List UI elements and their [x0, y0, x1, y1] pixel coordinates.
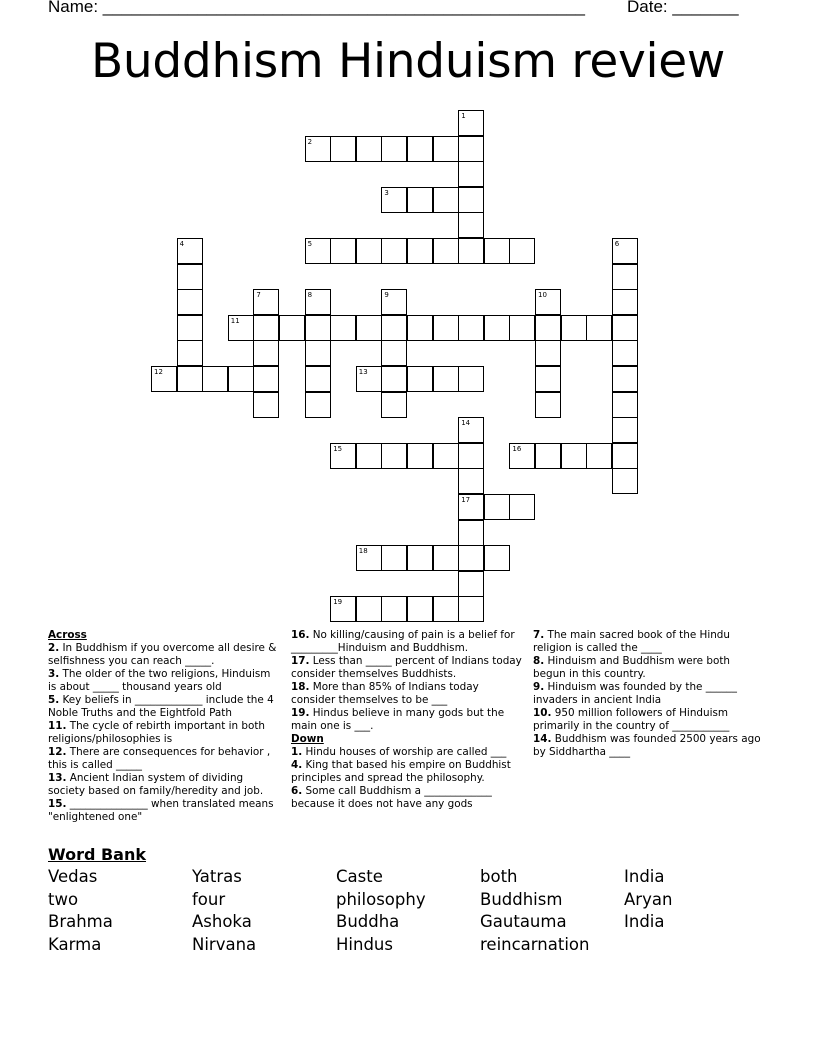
grid-cell[interactable]: [177, 315, 203, 341]
clue-number: 10.: [533, 707, 552, 719]
grid-cell[interactable]: [177, 340, 203, 366]
clue-number: 1: [461, 112, 466, 120]
grid-cell[interactable]: [228, 366, 254, 392]
clue-number: 4.: [291, 759, 303, 771]
clue: [48, 746, 280, 772]
grid-cell[interactable]: [433, 315, 459, 341]
grid-cell[interactable]: [433, 366, 459, 392]
grid-cell[interactable]: [202, 366, 228, 392]
clue-number: 16.: [291, 629, 310, 641]
grid-cell[interactable]: [458, 136, 484, 162]
clue-number: 11: [230, 316, 240, 325]
clue: [48, 798, 280, 824]
grid-cell[interactable]: [586, 315, 612, 341]
clue: [291, 746, 523, 759]
clue-text: Key beliefs in _____________ include the 4 Noble Truths and the Eightfold Path: [48, 694, 274, 719]
word-bank-entry: India: [624, 912, 665, 931]
grid-cell[interactable]: [433, 545, 459, 571]
grid-cell[interactable]: [407, 187, 433, 213]
clue-section-heading: Across: [48, 629, 87, 641]
grid-cell[interactable]: [279, 315, 305, 341]
grid-cell[interactable]: [381, 366, 407, 392]
grid-cell[interactable]: [433, 187, 459, 213]
clues-column-3: [533, 629, 765, 759]
clue-number: 19: [333, 598, 343, 607]
grid-cell[interactable]: [305, 238, 331, 264]
clue-number: 4: [179, 240, 185, 248]
grid-cell[interactable]: [305, 315, 331, 341]
grid-cell[interactable]: [458, 315, 484, 341]
grid-cell[interactable]: [253, 289, 279, 315]
grid-cell[interactable]: [433, 136, 459, 162]
grid-cell[interactable]: [407, 315, 433, 341]
clue-number: 17.: [291, 655, 310, 667]
grid-cell[interactable]: [458, 443, 484, 469]
grid-cell[interactable]: [330, 596, 356, 622]
grid-cell[interactable]: [228, 315, 254, 341]
clues-column-2: [291, 629, 523, 811]
grid-cell[interactable]: [612, 417, 638, 443]
grid-cell[interactable]: [356, 596, 382, 622]
grid-cell[interactable]: [177, 238, 203, 264]
clue-number: 1.: [291, 746, 303, 758]
clue-number: 2: [307, 137, 313, 146]
grid-cell[interactable]: [407, 545, 433, 571]
word-bank-entry: Hindus: [336, 935, 393, 954]
clue-text: 950 million followers of Hinduism primarily in the country of ___________: [533, 707, 730, 732]
clue-number: 15.: [48, 798, 67, 810]
clue-text: Hindus believe in many gods but the main one is ___.: [291, 707, 505, 732]
grid-cell[interactable]: [356, 315, 382, 341]
clue-number: 6: [614, 240, 620, 248]
clue: [533, 655, 765, 681]
grid-cell[interactable]: [484, 315, 510, 341]
grid-cell[interactable]: [484, 545, 510, 571]
clue-text: King that based his empire on Buddhist principles and spread the philosophy.: [291, 759, 511, 784]
grid-cell[interactable]: [356, 545, 382, 571]
clue: [291, 759, 523, 785]
grid-cell[interactable]: [305, 392, 331, 418]
grid-cell[interactable]: [433, 238, 459, 264]
grid-cell[interactable]: [253, 315, 279, 341]
grid-cell[interactable]: [535, 289, 561, 315]
word-bank-entry: Brahma: [48, 912, 113, 931]
word-bank-entry: Vedas: [48, 867, 98, 886]
word-bank-entry: Ashoka: [192, 912, 252, 931]
grid-cell[interactable]: [458, 212, 484, 238]
grid-cell[interactable]: [305, 136, 331, 162]
word-bank-entry: Aryan: [624, 890, 673, 909]
grid-cell[interactable]: [612, 366, 638, 392]
clue-text: Buddhism was founded 2500 years ago by Siddhartha ____: [533, 733, 761, 758]
clue-number: 14: [461, 419, 471, 428]
clue: [48, 694, 280, 720]
grid-cell[interactable]: [253, 392, 279, 418]
grid-cell[interactable]: [407, 596, 433, 622]
grid-cell[interactable]: [484, 494, 510, 520]
clue-number: 15: [333, 444, 343, 453]
grid-cell[interactable]: [535, 392, 561, 418]
clue: [291, 629, 523, 655]
grid-cell[interactable]: [561, 443, 587, 469]
grid-cell[interactable]: [612, 468, 638, 494]
clue-number: 12.: [48, 746, 67, 758]
clue-text: Hindu houses of worship are called ___: [302, 746, 507, 758]
clue-number: 6.: [291, 785, 303, 797]
clue: [48, 668, 280, 694]
grid-cell[interactable]: [356, 136, 382, 162]
clue-text: More than 85% of Indians today consider themselves to be ___: [291, 681, 479, 706]
grid-cell[interactable]: [535, 340, 561, 366]
grid-cell[interactable]: [458, 161, 484, 187]
grid-cell[interactable]: [458, 520, 484, 546]
grid-cell[interactable]: [458, 545, 484, 571]
word-bank-entry: India: [624, 867, 665, 886]
clue-number: 2.: [48, 642, 60, 654]
grid-cell[interactable]: [381, 443, 407, 469]
clue: [291, 707, 523, 733]
clue-text: The main sacred book of the Hindu religion is called the ____: [533, 629, 730, 654]
date-field-label: Date: _______: [627, 0, 739, 16]
grid-cell[interactable]: [381, 238, 407, 264]
clue-number: 7.: [533, 629, 545, 641]
grid-cell[interactable]: [612, 443, 638, 469]
clue-number: 19.: [291, 707, 310, 719]
word-bank-entry: reincarnation: [480, 935, 590, 954]
clue-number: 8.: [533, 655, 545, 667]
clue-text: Hinduism was founded by the ______ invaders in ancient India: [533, 681, 737, 706]
clue-number: 14.: [533, 733, 552, 745]
clue: [533, 681, 765, 707]
grid-cell[interactable]: [586, 443, 612, 469]
grid-cell[interactable]: [151, 366, 177, 392]
clue-number: 9: [384, 291, 389, 300]
grid-cell[interactable]: [458, 417, 484, 443]
grid-cell[interactable]: [484, 238, 510, 264]
grid-cell[interactable]: [305, 366, 331, 392]
grid-cell[interactable]: [433, 596, 459, 622]
grid-cell[interactable]: [458, 366, 484, 392]
grid-cell[interactable]: [305, 340, 331, 366]
clue-number: 17: [461, 496, 471, 504]
clue-number: 18: [358, 547, 368, 556]
clue-section-heading: Down: [291, 733, 324, 745]
grid-cell[interactable]: [535, 315, 561, 341]
grid-cell[interactable]: [381, 187, 407, 213]
grid-cell[interactable]: [612, 289, 638, 315]
grid-cell[interactable]: [305, 289, 331, 315]
grid-cell[interactable]: [458, 571, 484, 597]
clue-text: Some call Buddhism a _____________ because it does not have any gods: [291, 785, 492, 810]
clue-number: 3: [384, 188, 389, 197]
clue-number: 5.: [48, 694, 60, 706]
grid-cell[interactable]: [407, 366, 433, 392]
grid-cell[interactable]: [458, 596, 484, 622]
clue-number: 8: [307, 291, 313, 300]
word-bank-entry: two: [48, 890, 79, 909]
grid-cell[interactable]: [330, 315, 356, 341]
grid-cell[interactable]: [407, 238, 433, 264]
clue-number: 13.: [48, 772, 67, 784]
grid-cell[interactable]: [458, 238, 484, 264]
grid-cell[interactable]: [407, 136, 433, 162]
grid-cell[interactable]: [612, 392, 638, 418]
grid-cell[interactable]: [535, 443, 561, 469]
grid-cell[interactable]: [509, 238, 535, 264]
page-title: Buddhism Hinduism review: [90, 34, 726, 89]
clue: [48, 642, 280, 668]
grid-cell[interactable]: [458, 110, 484, 136]
grid-cell[interactable]: [330, 443, 356, 469]
clue: [291, 681, 523, 707]
grid-cell[interactable]: [612, 238, 638, 264]
word-bank-entry: both: [480, 867, 518, 886]
word-bank-entry: Buddhism: [480, 890, 563, 909]
grid-cell[interactable]: [407, 443, 433, 469]
clue-text: The older of the two religions, Hinduism is about _____ thousand years old: [48, 668, 271, 693]
name-field-label: Name: ___________________________________________________: [48, 0, 585, 16]
clue-text: There are consequences for behavior , this is called _____: [48, 746, 271, 771]
grid-cell[interactable]: [381, 392, 407, 418]
grid-cell[interactable]: [177, 366, 203, 392]
grid-cell[interactable]: [458, 494, 484, 520]
word-bank-entry: Yatras: [192, 867, 242, 886]
grid-cell[interactable]: [509, 443, 535, 469]
clue-text: _______________ when translated means "enlightened one": [48, 798, 274, 823]
clue-number: 7: [256, 291, 261, 300]
grid-cell[interactable]: [535, 366, 561, 392]
word-bank-entry: Buddha: [336, 912, 400, 931]
clue-number: 3.: [48, 668, 60, 680]
clue-number: 12: [154, 368, 163, 376]
clue-number: 13: [358, 368, 368, 376]
word-bank-entry: philosophy: [336, 890, 426, 909]
grid-cell[interactable]: [177, 289, 203, 315]
clue: [291, 785, 523, 811]
grid-cell[interactable]: [433, 443, 459, 469]
clue-number: 11.: [48, 720, 67, 732]
clues-column-1: [48, 629, 280, 824]
grid-cell[interactable]: [381, 136, 407, 162]
word-bank-entry: Caste: [336, 867, 383, 886]
grid-cell[interactable]: [330, 238, 356, 264]
clue: [533, 733, 765, 759]
grid-cell[interactable]: [381, 340, 407, 366]
clue-number: 9.: [533, 681, 545, 693]
grid-cell[interactable]: [509, 494, 535, 520]
clue-text: The cycle of rebirth important in both religions/philosophies is: [48, 720, 266, 745]
clue-text: No killing/causing of pain is a belief for _________Hinduism and Buddhism.: [291, 629, 515, 654]
clue: [533, 707, 765, 733]
grid-cell[interactable]: [458, 468, 484, 494]
word-bank-entry: Nirvana: [192, 935, 257, 954]
clue-text: Hinduism and Buddhism were both begun in this country.: [533, 655, 730, 680]
clue: [533, 629, 765, 655]
word-bank-entry: four: [192, 890, 226, 909]
grid-cell[interactable]: [612, 315, 638, 341]
clue: [48, 720, 280, 746]
grid-cell[interactable]: [381, 545, 407, 571]
grid-cell[interactable]: [612, 264, 638, 290]
grid-cell[interactable]: [458, 187, 484, 213]
clue-number: 5: [307, 240, 313, 248]
grid-cell[interactable]: [381, 596, 407, 622]
clue: [291, 655, 523, 681]
grid-cell[interactable]: [356, 238, 382, 264]
clue-text: Ancient Indian system of dividing society based on family/heredity and job.: [48, 772, 264, 797]
grid-cell[interactable]: [381, 315, 407, 341]
grid-cell[interactable]: [177, 264, 203, 290]
grid-cell[interactable]: [253, 340, 279, 366]
clue: [48, 772, 280, 798]
clue-number: 16: [512, 444, 522, 453]
clue-text: Less than _____ percent of Indians today consider themselves Buddhists.: [291, 655, 522, 680]
grid-cell[interactable]: [330, 136, 356, 162]
grid-cell[interactable]: [381, 289, 407, 315]
grid-cell[interactable]: [356, 443, 382, 469]
clue-number: 10: [538, 291, 547, 300]
grid-cell[interactable]: [356, 366, 382, 392]
word-bank-entry: Karma: [48, 935, 102, 954]
clue-number: 18.: [291, 681, 310, 693]
grid-cell[interactable]: [561, 315, 587, 341]
word-bank-title: Word Bank: [48, 845, 147, 864]
word-bank-entry: Gautauma: [480, 912, 567, 931]
grid-cell[interactable]: [612, 340, 638, 366]
grid-cell[interactable]: [509, 315, 535, 341]
clue-text: In Buddhism if you overcome all desire & selfishness you can reach _____.: [48, 642, 277, 667]
grid-cell[interactable]: [253, 366, 279, 392]
